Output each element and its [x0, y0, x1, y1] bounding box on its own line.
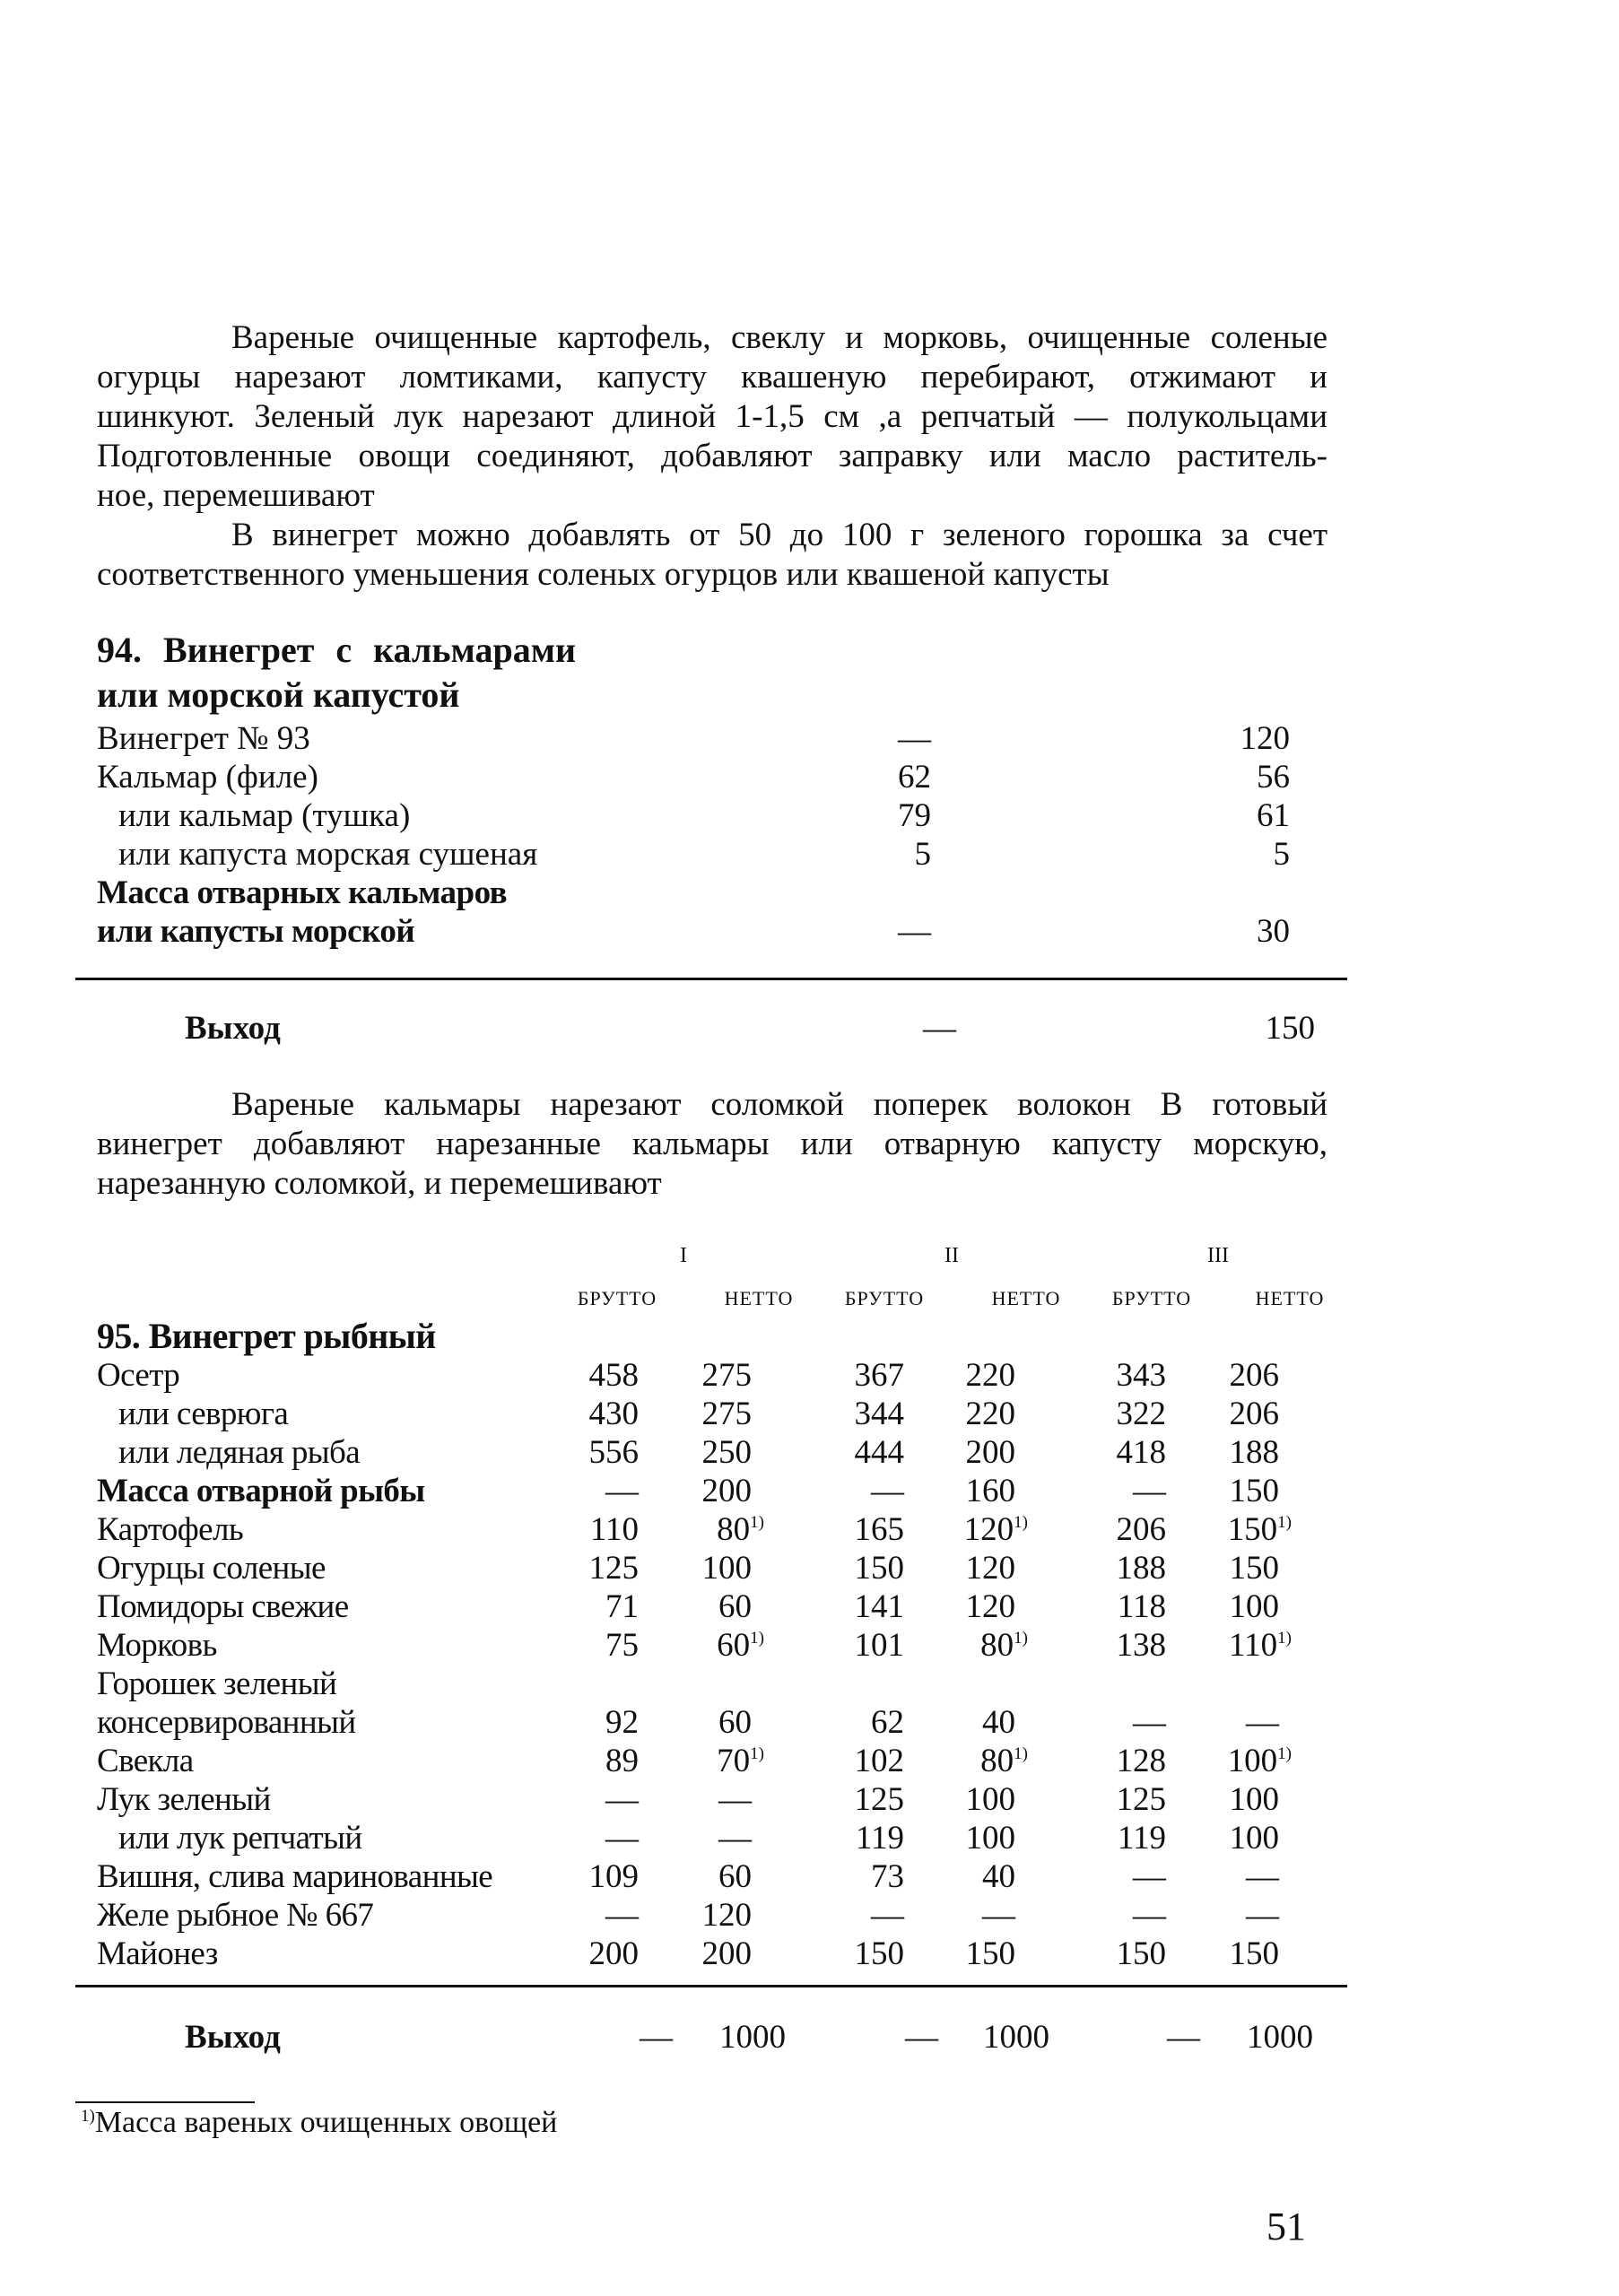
quantity-value: 150 — [1229, 1935, 1279, 1972]
intro-line: Подготовленные овощи соединяют, добавляют заправку или масло раститель- — [97, 438, 1327, 474]
footnote-marker: 1) — [1277, 1744, 1292, 1763]
quantity-value: 275 — [701, 1357, 752, 1394]
quantity-value: 206 — [1116, 1511, 1166, 1548]
ingredient-row — [97, 1742, 1353, 1780]
quantity-cell — [1180, 1935, 1279, 1973]
ingredient-row — [97, 1935, 1353, 1973]
netto-value: 5 — [1273, 836, 1290, 873]
quantity-value: 188 — [1116, 1550, 1166, 1587]
recipe-95-yield — [185, 2018, 1351, 2057]
quantity-value: 322 — [1116, 1396, 1166, 1432]
ingredient-name: Морковь — [97, 1627, 217, 1664]
group-label: II — [944, 1244, 959, 1267]
quantity-value: 100 — [1229, 1781, 1279, 1818]
quantity-cell — [1180, 1549, 1279, 1587]
quantity-cell — [1067, 1587, 1166, 1626]
quantity-value: 125 — [588, 1550, 639, 1587]
quantity-value: 119 — [855, 1820, 904, 1857]
quantity-cell — [805, 1433, 904, 1472]
quantity-cell — [1193, 1626, 1292, 1665]
quantity-cell — [1067, 1510, 1166, 1549]
intro-line: огурцы нарезают ломтиками, капусту квашеную перебирают, отжимают и — [97, 359, 1327, 396]
quantity-value: 100 — [965, 1820, 1015, 1857]
footnote-marker: 1) — [750, 1629, 764, 1648]
quantity-value: 120 — [965, 1550, 1015, 1587]
quantity-cell — [805, 1510, 904, 1549]
ingredient-row — [97, 874, 1353, 912]
quantity-cell — [805, 1587, 904, 1626]
quantity-value: 367 — [854, 1357, 904, 1394]
quantity-value: — — [718, 1781, 752, 1818]
yield-value: 1000 — [719, 2019, 786, 2056]
recipe-94-title-line2: или морской капустой — [97, 674, 460, 715]
quantity-value: 150 — [1227, 1511, 1278, 1548]
quantity-value: 430 — [588, 1396, 639, 1432]
quantity-value: 125 — [854, 1781, 904, 1818]
quantity-value: 206 — [1229, 1396, 1279, 1432]
quantity-cell — [917, 1549, 1015, 1587]
ingredient-row — [97, 1703, 1353, 1742]
ingredient-row — [97, 1395, 1353, 1433]
quantity-cell — [540, 1896, 639, 1935]
ingredient-row — [97, 1665, 1353, 1703]
ingredient-name: Осетр — [97, 1357, 180, 1394]
quantity-value: 101 — [854, 1627, 904, 1664]
ingredient-name: или севрюга — [118, 1396, 289, 1432]
recipe-95-title: 95. Винегрет рыбный — [97, 1316, 436, 1356]
quantity-cell — [653, 1703, 752, 1742]
quantity-cell — [1067, 1935, 1166, 1973]
group-label: III — [1207, 1244, 1229, 1267]
quantity-cell — [540, 1549, 639, 1587]
quantity-value: 200 — [701, 1935, 752, 1972]
quantity-value: — — [605, 1820, 639, 1857]
quantity-value: — — [1133, 1704, 1166, 1741]
yield-value: 1000 — [1247, 2019, 1313, 2056]
quantity-value: — — [1133, 1897, 1166, 1934]
intro-line: шинкуют. Зеленый лук нарезают длиной 1-1,5 см ,а репчатый — полукольцами — [97, 398, 1327, 435]
divider-rule — [75, 978, 1347, 980]
netto-value: 120 — [1240, 720, 1290, 757]
quantity-cell — [540, 1935, 639, 1973]
quantity-cell — [653, 1857, 752, 1896]
ingredient-name: Желе рыбное № 667 — [97, 1897, 374, 1934]
quantity-value: 150 — [854, 1550, 904, 1587]
group-label: I — [680, 1244, 687, 1267]
quantity-value: 418 — [1116, 1434, 1166, 1471]
intro-paragraph — [97, 318, 1327, 595]
intro-line: соответственного уменьшения соленых огурцов или квашеной капусты — [97, 556, 1110, 593]
quantity-cell — [917, 1935, 1015, 1973]
quantity-value: 80 — [980, 1627, 1014, 1664]
quantity-value: 444 — [854, 1434, 904, 1471]
quantity-cell — [1067, 1626, 1166, 1665]
footnote-marker: 1) — [1277, 1629, 1292, 1648]
note-line: винегрет добавляют нарезанные кальмары или отварную капусту морскую, — [97, 1126, 1327, 1162]
quantity-cell — [540, 1395, 639, 1433]
quantity-cell — [1193, 1510, 1292, 1549]
quantity-cell — [540, 1587, 639, 1626]
quantity-value: 62 — [871, 1704, 904, 1741]
quantity-cell — [1067, 1549, 1166, 1587]
quantity-cell — [666, 1510, 764, 1549]
quantity-value: 118 — [1117, 1588, 1166, 1625]
ingredient-row — [97, 1356, 1353, 1395]
ingredient-row — [97, 1626, 1353, 1665]
ingredient-row — [97, 1780, 1353, 1819]
ingredient-row — [97, 1472, 1353, 1510]
note-line: нарезанную соломкой, и перемешивают — [97, 1165, 662, 1202]
quantity-value: 141 — [854, 1588, 904, 1625]
column-header: БРУТТО — [1111, 1287, 1192, 1309]
ingredient-row — [97, 758, 1353, 796]
ingredient-name: Майонез — [97, 1935, 218, 1972]
quantity-value: 160 — [965, 1473, 1015, 1509]
quantity-cell — [666, 1626, 764, 1665]
yield-label: Выход — [185, 2019, 281, 2056]
quantity-value: 100 — [1229, 1588, 1279, 1625]
quantity-value: 102 — [854, 1743, 904, 1779]
quantity-cell — [805, 1472, 904, 1510]
ingredient-row — [97, 1896, 1353, 1935]
note-line: Вареные кальмары нарезают соломкой поперек волокон В готовый — [231, 1086, 1327, 1123]
quantity-value: — — [1246, 1858, 1279, 1895]
quantity-value: 119 — [1117, 1820, 1166, 1857]
quantity-value: 40 — [982, 1704, 1015, 1741]
quantity-cell — [540, 1356, 639, 1395]
quantity-cell — [653, 1935, 752, 1973]
quantity-value: 188 — [1229, 1434, 1279, 1471]
yield-label: Выход — [185, 1010, 281, 1047]
quantity-cell — [540, 1857, 639, 1896]
ingredient-row — [97, 1549, 1353, 1587]
ingredient-row — [97, 796, 1353, 835]
quantity-value: 100 — [1229, 1820, 1279, 1857]
quantity-cell — [917, 1433, 1015, 1472]
quantity-cell — [1067, 1857, 1166, 1896]
quantity-cell — [653, 1896, 752, 1935]
brutto-value: 62 — [898, 759, 931, 796]
ingredient-name: Вишня, слива маринованные — [97, 1858, 493, 1895]
quantity-value: — — [605, 1897, 639, 1934]
quantity-cell — [540, 1703, 639, 1742]
brutto-value: — — [898, 913, 931, 950]
ingredient-row — [97, 835, 1353, 874]
quantity-cell — [805, 1626, 904, 1665]
quantity-value: — — [871, 1897, 904, 1934]
ingredient-name: Картофель — [97, 1511, 244, 1548]
recipe-95-table — [97, 1238, 1353, 1973]
quantity-cell — [805, 1819, 904, 1857]
ingredient-row — [97, 1587, 1353, 1626]
quantity-value: — — [718, 1820, 752, 1857]
yield-value: — — [1167, 2019, 1200, 2056]
footnote-marker: 1) — [1014, 1513, 1028, 1532]
quantity-value: 220 — [965, 1396, 1015, 1432]
ingredient-name: или капуста морская сушеная — [118, 836, 538, 873]
footnote-marker: 1) — [81, 2107, 95, 2126]
quantity-value: 60 — [718, 1588, 752, 1625]
quantity-cell — [540, 1626, 639, 1665]
quantity-cell — [917, 1587, 1015, 1626]
quantity-value: 75 — [605, 1627, 639, 1664]
quantity-value: — — [1246, 1897, 1279, 1934]
footnote-text: Масса вареных очищенных овощей — [94, 2106, 558, 2139]
quantity-value: — — [1246, 1704, 1279, 1741]
quantity-value: 100 — [701, 1550, 752, 1587]
column-sub-header — [97, 1281, 1353, 1317]
column-header: БРУТТО — [577, 1287, 657, 1309]
quantity-value: 60 — [718, 1858, 752, 1895]
quantity-cell — [929, 1626, 1028, 1665]
quantity-cell — [1067, 1703, 1166, 1742]
quantity-value: 109 — [588, 1858, 639, 1895]
ingredient-name: Винегрет № 93 — [97, 720, 310, 757]
quantity-value: 125 — [1116, 1781, 1166, 1818]
quantity-value: 138 — [1116, 1627, 1166, 1664]
quantity-cell — [1180, 1857, 1279, 1896]
quantity-cell — [1180, 1587, 1279, 1626]
ingredient-row — [97, 912, 1353, 951]
quantity-cell — [917, 1857, 1015, 1896]
quantity-value: 110 — [1229, 1627, 1278, 1664]
brutto-value: 79 — [898, 797, 931, 834]
quantity-cell — [917, 1819, 1015, 1857]
quantity-cell — [540, 1742, 639, 1780]
yield-value: — — [640, 2019, 673, 2056]
quantity-cell — [1180, 1472, 1279, 1510]
ingredient-name: Горошек зеленый — [97, 1665, 337, 1702]
quantity-value: — — [605, 1473, 639, 1509]
quantity-cell — [1067, 1433, 1166, 1472]
brutto-value: 5 — [914, 836, 931, 873]
ingredient-name: или лук репчатый — [118, 1820, 362, 1857]
quantity-value: 80 — [717, 1511, 751, 1548]
quantity-cell — [805, 1896, 904, 1935]
intro-line: В винегрет можно добавлять от 50 до 100 г зеленого горошка за счет — [231, 517, 1327, 553]
yield-value: — — [905, 2019, 938, 2056]
quantity-cell — [917, 1703, 1015, 1742]
quantity-cell — [1180, 1433, 1279, 1472]
recipe-94-note — [97, 1085, 1327, 1204]
quantity-value: 343 — [1116, 1357, 1166, 1394]
quantity-value: 73 — [871, 1858, 904, 1895]
ingredient-name: Кальмар (филе) — [97, 759, 318, 796]
quantity-cell — [1180, 1780, 1279, 1819]
quantity-cell — [805, 1549, 904, 1587]
quantity-value: 150 — [1229, 1550, 1279, 1587]
ingredient-name: Масса отварных кальмаров — [97, 874, 508, 911]
ingredient-name: или капусты морской — [97, 913, 415, 950]
quantity-value: 556 — [588, 1434, 639, 1471]
quantity-value: 120 — [701, 1897, 752, 1934]
quantity-value: 40 — [982, 1858, 1015, 1895]
quantity-value: 275 — [701, 1396, 752, 1432]
netto-value: 30 — [1257, 913, 1290, 950]
column-group-header — [97, 1238, 1353, 1274]
quantity-value: — — [605, 1781, 639, 1818]
quantity-value: 60 — [718, 1704, 752, 1741]
column-header: НЕТТО — [1255, 1287, 1325, 1309]
quantity-value: 120 — [965, 1588, 1015, 1625]
quantity-cell — [666, 1742, 764, 1780]
quantity-value: — — [1133, 1858, 1166, 1895]
quantity-cell — [805, 1742, 904, 1780]
quantity-cell — [805, 1395, 904, 1433]
column-header: НЕТТО — [991, 1287, 1061, 1309]
column-header: БРУТТО — [844, 1287, 925, 1309]
quantity-cell — [1067, 1896, 1166, 1935]
quantity-cell — [540, 1472, 639, 1510]
quantity-cell — [1180, 1896, 1279, 1935]
ingredient-name: консервированный — [97, 1704, 356, 1741]
quantity-cell — [805, 1935, 904, 1973]
quantity-cell — [653, 1819, 752, 1857]
ingredient-name: Масса отварной рыбы — [97, 1473, 425, 1509]
quantity-value: 92 — [605, 1704, 639, 1741]
recipe-94 — [97, 628, 1353, 951]
quantity-value: 89 — [605, 1743, 639, 1779]
quantity-value: 70 — [717, 1743, 751, 1779]
quantity-value: 100 — [965, 1781, 1015, 1818]
quantity-cell — [1180, 1356, 1279, 1395]
yield-brutto: — — [923, 1010, 956, 1047]
quantity-cell — [653, 1549, 752, 1587]
netto-value: 56 — [1257, 759, 1290, 796]
column-header: НЕТТО — [724, 1287, 794, 1309]
netto-value: 61 — [1257, 797, 1290, 834]
divider-rule — [75, 1985, 1347, 1987]
ingredient-name: Огурцы соленые — [97, 1550, 326, 1587]
ingredient-name: Помидоры свежие — [97, 1588, 349, 1625]
quantity-value: 150 — [854, 1935, 904, 1972]
ingredient-name: Свекла — [97, 1743, 194, 1779]
quantity-value: 200 — [701, 1473, 752, 1509]
intro-line: ное, перемешивают — [97, 477, 375, 514]
quantity-cell — [653, 1472, 752, 1510]
footnote-marker: 1) — [750, 1513, 764, 1532]
quantity-cell — [1193, 1742, 1292, 1780]
quantity-value: 100 — [1227, 1743, 1278, 1779]
quantity-value: 71 — [605, 1588, 639, 1625]
quantity-cell — [653, 1780, 752, 1819]
quantity-value: 120 — [963, 1511, 1014, 1548]
ingredient-row — [97, 1819, 1353, 1857]
yield-value: 1000 — [983, 2019, 1049, 2056]
quantity-cell — [540, 1819, 639, 1857]
ingredient-row — [97, 1857, 1353, 1896]
quantity-cell — [1067, 1395, 1166, 1433]
yield-netto: 150 — [1265, 1010, 1315, 1047]
quantity-value: 60 — [717, 1627, 751, 1664]
quantity-cell — [653, 1433, 752, 1472]
quantity-cell — [1067, 1780, 1166, 1819]
quantity-cell — [929, 1510, 1028, 1549]
recipe-94-yield — [185, 1009, 1351, 1048]
quantity-value: 150 — [965, 1935, 1015, 1972]
ingredient-name: или ледяная рыба — [118, 1434, 361, 1471]
quantity-cell — [540, 1433, 639, 1472]
quantity-cell — [1180, 1703, 1279, 1742]
quantity-value: 206 — [1229, 1357, 1279, 1394]
quantity-cell — [1180, 1819, 1279, 1857]
quantity-cell — [540, 1780, 639, 1819]
quantity-cell — [805, 1780, 904, 1819]
quantity-value: 128 — [1116, 1743, 1166, 1779]
quantity-cell — [929, 1742, 1028, 1780]
quantity-cell — [1067, 1356, 1166, 1395]
quantity-value: 150 — [1229, 1473, 1279, 1509]
footnote-marker: 1) — [1277, 1513, 1292, 1532]
ingredient-row — [97, 1510, 1353, 1549]
quantity-cell — [540, 1510, 639, 1549]
quantity-value: 458 — [588, 1357, 639, 1394]
quantity-cell — [917, 1395, 1015, 1433]
footnote — [81, 2103, 557, 2143]
footnote-marker: 1) — [750, 1744, 764, 1763]
page-number: 51 — [1266, 2205, 1306, 2248]
ingredient-row — [97, 1433, 1353, 1472]
quantity-value: 344 — [854, 1396, 904, 1432]
ingredient-name: или кальмар (тушка) — [118, 797, 411, 834]
quantity-cell — [805, 1356, 904, 1395]
quantity-cell — [805, 1857, 904, 1896]
quantity-value: 220 — [965, 1357, 1015, 1394]
quantity-cell — [653, 1587, 752, 1626]
ingredient-row — [97, 719, 1353, 758]
quantity-cell — [1067, 1472, 1166, 1510]
quantity-cell — [917, 1780, 1015, 1819]
brutto-value: — — [898, 720, 931, 757]
quantity-cell — [917, 1472, 1015, 1510]
recipe-94-title: 94. Винегрет с кальмарами — [97, 630, 576, 670]
quantity-value: 165 — [854, 1511, 904, 1548]
intro-line: Вареные очищенные картофель, свеклу и морковь, очищенные соленые — [231, 319, 1327, 356]
quantity-value: 200 — [965, 1434, 1015, 1471]
ingredient-name: Лук зеленый — [97, 1781, 271, 1818]
quantity-value: 250 — [701, 1434, 752, 1471]
footnote-marker: 1) — [1014, 1744, 1028, 1763]
quantity-value: — — [1133, 1473, 1166, 1509]
quantity-value: 110 — [589, 1511, 639, 1548]
quantity-cell — [917, 1356, 1015, 1395]
recipe-95-rows — [97, 1356, 1353, 1973]
quantity-value: 80 — [980, 1743, 1014, 1779]
quantity-cell — [1067, 1819, 1166, 1857]
quantity-cell — [1067, 1742, 1166, 1780]
footnote-marker: 1) — [1014, 1629, 1028, 1648]
quantity-cell — [805, 1703, 904, 1742]
quantity-value: — — [982, 1897, 1015, 1934]
quantity-value: — — [871, 1473, 904, 1509]
quantity-cell — [653, 1395, 752, 1433]
quantity-value: 200 — [588, 1935, 639, 1972]
quantity-cell — [1180, 1395, 1279, 1433]
quantity-cell — [917, 1896, 1015, 1935]
quantity-cell — [653, 1356, 752, 1395]
quantity-value: 150 — [1116, 1935, 1166, 1972]
